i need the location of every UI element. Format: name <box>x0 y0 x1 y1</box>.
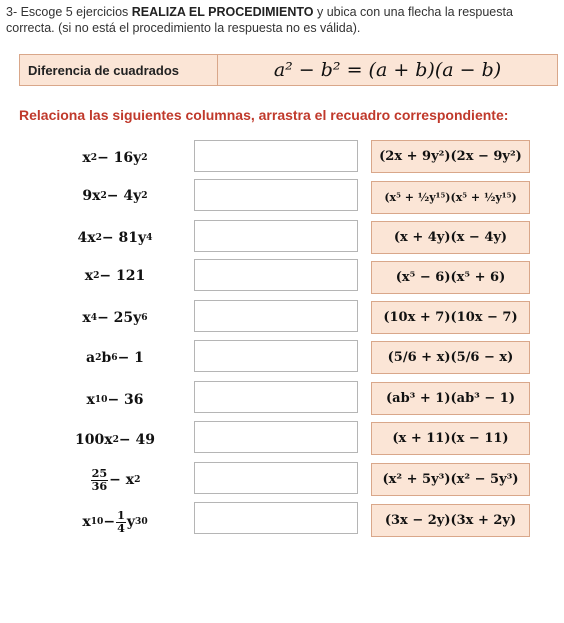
answer-tile-4[interactable]: (x⁵ − 6)(x⁵ + 6) <box>371 261 530 294</box>
answer-tile-2[interactable]: (x⁵ + ½y¹⁵)(x⁵ + ½y¹⁵) <box>371 181 530 214</box>
expr-5-rest: − 25y <box>97 310 142 326</box>
instruction-prefix: 3- Escoge 5 ejercicios <box>6 5 132 19</box>
expr-10-base: x <box>82 514 91 530</box>
expr-10-den: 4 <box>117 520 125 535</box>
instruction-text <box>6 4 558 36</box>
expression-7: x 10 − 36 <box>86 392 144 408</box>
answer-tile-9[interactable]: (x² + 5y³)(x² − 5y³) <box>371 463 530 496</box>
drop-box-4[interactable] <box>194 259 358 291</box>
drop-box-3[interactable] <box>194 220 358 252</box>
expression-6: a 2 b 6 − 1 <box>86 350 144 366</box>
answer-tile-1[interactable]: (2x + 9y²)(2x − 9y²) <box>371 140 530 173</box>
answer-tile-8[interactable]: (x + 11)(x − 11) <box>371 422 530 455</box>
drop-box-7[interactable] <box>194 381 358 413</box>
expr-6-rest: b <box>101 350 112 366</box>
answer-tile-3[interactable]: (x + 4y)(x − 4y) <box>371 221 530 254</box>
expr-10-rest: − <box>103 514 116 530</box>
expr-10-fraction <box>116 507 126 535</box>
expr-9-rest: − x <box>109 472 135 488</box>
expr-9-den: 36 <box>91 478 108 493</box>
answer-tile-5[interactable]: (10x + 7)(10x − 7) <box>371 301 530 334</box>
drop-box-2[interactable] <box>194 179 358 211</box>
expression-5: x 4 − 25y 6 <box>82 310 148 326</box>
drop-box-8[interactable] <box>194 421 358 453</box>
subtitle: Relaciona las siguientes columnas, arrastra el recuadro correspondiente: <box>19 107 509 123</box>
expr-2-base: 9x <box>82 188 101 204</box>
expression-9: $\frac{25}{36}$ − x 2 <box>91 465 141 493</box>
answer-tile-6[interactable]: (5/6 + x)(5/6 − x) <box>371 341 530 374</box>
expr-4-base: x <box>84 268 94 284</box>
expr-1-rest: − 16y <box>97 150 142 166</box>
drop-box-9[interactable] <box>194 462 358 494</box>
expr-2-rest: − 4y <box>106 188 142 204</box>
expression-2: 9x 2 − 4y 2 <box>82 188 148 204</box>
expr-3-rest: − 81y <box>101 230 147 246</box>
drop-box-1[interactable] <box>194 140 358 172</box>
instruction-bold: REALIZA EL PROCEDIMIENTO <box>131 5 314 19</box>
drop-box-10[interactable] <box>194 502 358 534</box>
expr-4-rest: − 121 <box>99 268 146 284</box>
expr-6-tail: − 1 <box>117 350 144 366</box>
expression-3: 4x 2 − 81y 4 <box>77 230 153 246</box>
expr-1-base: x <box>82 150 91 166</box>
expr-10-tail: y <box>126 514 136 530</box>
expr-8-base: 100x <box>75 432 113 448</box>
formula-value: a² − b² = (a + b)(a − b) <box>273 59 502 81</box>
drop-box-6[interactable] <box>194 340 358 372</box>
expr-8-rest: − 49 <box>118 432 155 448</box>
expr-9-num: 25 <box>91 465 108 480</box>
expression-4: x 2 − 121 <box>84 268 146 284</box>
answer-tile-7[interactable]: (ab³ + 1)(ab³ − 1) <box>371 382 530 415</box>
expr-5-base: x <box>82 310 91 326</box>
expr-6-base: a <box>86 350 96 366</box>
drop-box-5[interactable] <box>194 300 358 332</box>
expr-3-base: 4x <box>77 230 96 246</box>
expression-1: x 2 − 16y 2 <box>82 150 148 166</box>
expression-8: 100x 2 − 49 <box>75 432 155 448</box>
expr-7-base: x <box>86 392 95 408</box>
expression-10: x 10 − $\frac{1}{4}$ y 30 <box>82 507 148 535</box>
answer-tile-10[interactable]: (3x − 2y)(3x + 2y) <box>371 504 530 537</box>
instruction-suffix: y ubica con una flecha la respuesta correcta. (si no está el procedimiento la respuesta no es válida). <box>6 5 513 35</box>
formula-bar <box>19 54 558 86</box>
expr-7-rest: − 36 <box>107 392 144 408</box>
expr-9-fraction <box>91 465 109 493</box>
formula-label: Diferencia de cuadrados <box>20 55 218 85</box>
expr-10-num: 1 <box>117 507 125 522</box>
